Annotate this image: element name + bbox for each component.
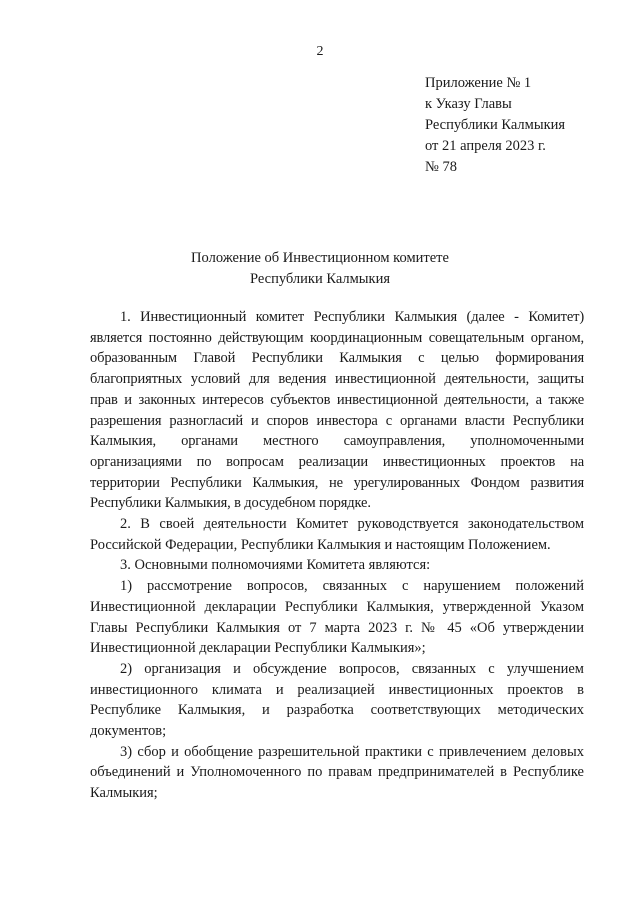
page-number: 2 <box>316 44 324 59</box>
paragraph-2: 2. В своей деятельности Комитет руководствуется законодательством Российской Федерации, Республики Калмыкия и настоящим Положением. <box>90 516 584 553</box>
appendix-line: к Указу Главы <box>425 96 512 112</box>
appendix-line: Республики Калмыкия <box>425 117 566 133</box>
paragraph-3: 3. Основными полномочиями Комитета являются: <box>120 557 431 574</box>
paragraph-3-3: 3) сбор и обобщение разрешительной практики с привлечением деловых объединений и Уполномоченного по правам предпринимателей в Республике Калмыкия; <box>90 743 584 802</box>
title-line: Положение об Инвестиционном комитете <box>191 250 449 266</box>
document-title <box>0 248 640 290</box>
paragraph-3-2: 2) организация и обсуждение вопросов, связанных с улучшением инвестиционного климата и реализацией инвестиционных проектов в Республике Калмыкия, и разработка соответствующих методических документов; <box>90 660 584 740</box>
appendix-line: от 21 апреля 2023 г. <box>425 138 546 154</box>
title-line: Республики Калмыкия <box>249 271 391 287</box>
paragraph-1: 1. Инвестиционный комитет Республики Калмыкия (далее - Комитет) является постоянно действующим координационным совещательным органом, образованным Главой Республики Калмыкия с целью формирования благоприятных условий для ведения инвестиционной деятельности, защиты прав и законных интересов субъектов инвестиционной деятельности, а также разрешения разногласий и споров инвестора с органами власти Республики Калмыкия, органами местного самоуправления, уполномоченными организациями по вопросам реализации инвестиционных проектов на территории Республики Калмыкия, не урегулированных Фондом развития Республики Калмыкия, в досудебном порядке. <box>90 309 584 512</box>
appendix-line: № 78 <box>425 159 457 175</box>
document-body <box>90 307 584 804</box>
appendix-header <box>425 73 625 178</box>
appendix-line: Приложение № 1 <box>425 75 532 91</box>
paragraph-3-1: 1) рассмотрение вопросов, связанных с нарушением положений Инвестиционной декларации Республики Калмыкия, утвержденной Указом Главы Республики Калмыкия от 7 марта 2023 г. № 45 «Об утверждении Инвестиционной декларации Республики Калмыкия»; <box>90 578 584 657</box>
